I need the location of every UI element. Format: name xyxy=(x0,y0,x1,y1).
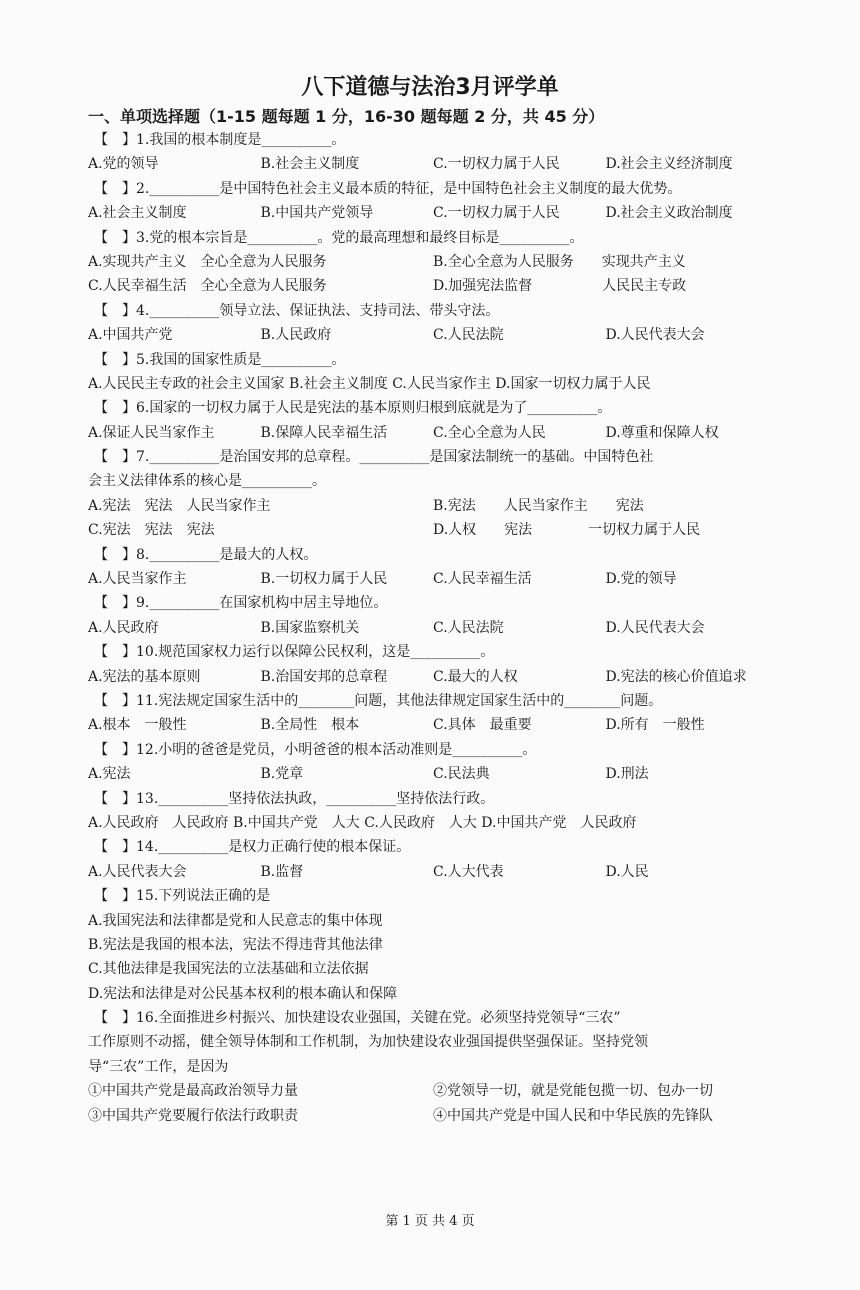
page-footer: 第 1 页 共 4 页 xyxy=(385,1214,475,1229)
option-a: A.人民政府 xyxy=(88,619,159,636)
option-d: D.所有 一般性 xyxy=(605,717,705,734)
question-stem: 【 】1.我国的根本制度是__________。 xyxy=(94,132,346,148)
option-b: B.监督 xyxy=(260,863,304,880)
option-c: C.人民幸福生活 全心全意为人民服务 xyxy=(88,278,327,295)
question-stem-continued: 工作原则不动摇，健全领导体制和工作机制，为加快建设农业强国提供坚强保证。坚持党领 xyxy=(88,1034,648,1051)
question-options xyxy=(88,323,778,347)
option-a: A.人民代表大会 xyxy=(88,863,187,880)
option-d: D.加强宪法监督 人民民主专政 xyxy=(433,278,687,295)
option-c: C.民法典 xyxy=(433,766,490,783)
option-d: D.尊重和保障人权 xyxy=(605,424,719,441)
question-statements xyxy=(88,1104,778,1128)
option-d: D.刑法 xyxy=(605,766,649,783)
question-options xyxy=(88,494,778,518)
option-a: A.社会主义制度 xyxy=(88,205,187,222)
question-options xyxy=(88,860,778,884)
option-c: C.一切权力属于人民 xyxy=(433,205,560,222)
question-stem: 【 】7.__________是治国安邦的总章程。__________是国家法制统一的基础。中国特色社 xyxy=(94,449,654,466)
question-options xyxy=(88,421,778,445)
option-d: D.党的领导 xyxy=(605,571,677,588)
question-options xyxy=(88,713,778,737)
question-options xyxy=(88,762,778,786)
questions xyxy=(88,128,778,1128)
option-a: A.宪法的基本原则 xyxy=(88,668,201,685)
question-stem: 【 】16.全面推进乡村振兴、加快建设农业强国，关键在党。必须坚持党领导“三农” xyxy=(94,1010,621,1027)
option-d: D.人民 xyxy=(605,863,649,880)
option-a: A.我国宪法和法律都是党和人民意志的集中体现 xyxy=(88,912,383,929)
question-stem: 【 】4.__________领导立法、保证执法、支持司法、带头守法。 xyxy=(94,302,500,319)
section-heading: 一、单项选择题（1-15 题每题 1 分，16-30 题每题 2 分，共 45 分） xyxy=(88,107,605,126)
option-c: C.最大的人权 xyxy=(433,668,518,685)
option-c: C.人民幸福生活 xyxy=(433,571,532,588)
option-b: B.宪法 人民当家作主 宪法 xyxy=(433,497,644,514)
statement-1: ①中国共产党是最高政治领导力量 xyxy=(88,1083,298,1100)
option-a: A.党的领导 xyxy=(88,156,159,173)
option-b: B.全心全意为人民服务 实现共产主义 xyxy=(433,253,686,270)
option-a: A.根本 一般性 xyxy=(88,717,187,734)
option-c: C.一切权力属于人民 xyxy=(433,156,560,173)
question-stem: 【 】15.下列说法正确的是 xyxy=(94,888,271,905)
option-b: B.党章 xyxy=(260,766,304,783)
page-title: 八下道德与法治3月评学单 xyxy=(301,75,559,100)
option-b: B.社会主义制度 xyxy=(260,156,360,173)
statement-4: ④中国共产党是中国人民和中华民族的先锋队 xyxy=(433,1107,713,1124)
option-b: B.全局性 根本 xyxy=(260,717,360,734)
question-options xyxy=(88,250,778,274)
option-d: D.宪法的核心价值追求 xyxy=(605,668,747,685)
question-stem-continued: 会主义法律体系的核心是__________。 xyxy=(88,473,326,490)
option-a: A.保证人民当家作主 xyxy=(88,424,215,441)
question-stem: 【 】3.党的根本宗旨是__________。党的最高理想和最终目标是__________。 xyxy=(94,229,584,246)
option-c: C.宪法 宪法 宪法 xyxy=(88,522,215,539)
option-d: D.人权 宪法 一切权力属于人民 xyxy=(433,522,701,539)
option-a: A.中国共产党 xyxy=(88,327,173,344)
question-stem-continued: 导“三农”工作，是因为 xyxy=(88,1058,229,1075)
option-b: B.中国共产党领导 xyxy=(260,205,374,222)
question-options: A.人民民主专政的社会主义国家 B.社会主义制度 C.人民当家作主 D.国家一切权力属于人民 xyxy=(88,375,651,392)
question-stem: 【 】14.__________是权力正确行使的根本保证。 xyxy=(94,839,411,856)
option-b: B.国家监察机关 xyxy=(260,619,360,636)
option-a: A.宪法 宪法 人民当家作主 xyxy=(88,497,271,514)
option-d: D.社会主义政治制度 xyxy=(605,205,733,222)
option-a: A.人民当家作主 xyxy=(88,571,187,588)
question-options xyxy=(88,567,778,591)
question-options xyxy=(88,616,778,640)
question-stem: 【 】9.__________在国家机构中居主导地位。 xyxy=(94,595,388,612)
option-c: C.全心全意为人民 xyxy=(433,424,546,441)
statement-2: ②党领导一切，就是党能包揽一切、包办一切 xyxy=(433,1083,713,1100)
question-stem: 【 】6.国家的一切权力属于人民是宪法的基本原则归根到底就是为了__________。 xyxy=(94,400,612,417)
option-c: C.人民法院 xyxy=(433,327,504,344)
option-b: B.人民政府 xyxy=(260,327,332,344)
option-c: C.具体 最重要 xyxy=(433,717,532,734)
option-b: B.一切权力属于人民 xyxy=(260,571,388,588)
question-options xyxy=(88,518,778,542)
option-b: B.治国安邦的总章程 xyxy=(260,668,388,685)
question-stem: 【 】11.宪法规定国家生活中的________问题，其他法律规定国家生活中的________问题。 xyxy=(94,692,663,709)
option-b: B.保障人民幸福生活 xyxy=(260,424,388,441)
option-b: B.宪法是我国的根本法，宪法不得违背其他法律 xyxy=(88,936,383,953)
question-options xyxy=(88,152,778,176)
question-options xyxy=(88,274,778,298)
question-stem: 【 】5.我国的国家性质是__________。 xyxy=(94,351,346,368)
option-c: C.人民法院 xyxy=(433,619,504,636)
option-a: A.宪法 xyxy=(88,766,131,783)
option-d: D.宪法和法律是对公民基本权利的根本确认和保障 xyxy=(88,985,398,1002)
question-options xyxy=(88,201,778,225)
option-d: D.人民代表大会 xyxy=(605,619,705,636)
question-stem: 【 】10.规范国家权力运行以保障公民权利，这是__________。 xyxy=(94,644,495,661)
question-statements xyxy=(88,1079,778,1103)
option-d: D.社会主义经济制度 xyxy=(605,156,733,173)
option-c: C.其他法律是我国宪法的立法基础和立法依据 xyxy=(88,961,369,978)
statement-3: ③中国共产党要履行依法行政职责 xyxy=(88,1107,298,1124)
question-options: A.人民政府 人民政府 B.中国共产党 人大 C.人民政府 人大 D.中国共产党 人民政府 xyxy=(88,814,637,831)
question-options xyxy=(88,665,778,689)
question-stem: 【 】8.__________是最大的人权。 xyxy=(94,546,318,563)
option-d: D.人民代表大会 xyxy=(605,327,705,344)
question-stem: 【 】12.小明的爸爸是党员，小明爸爸的根本活动准则是__________。 xyxy=(94,741,537,758)
question-stem: 【 】13.__________坚持依法执政，__________坚持依法行政。 xyxy=(94,790,495,807)
option-c: C.人大代表 xyxy=(433,863,504,880)
option-a: A.实现共产主义 全心全意为人民服务 xyxy=(88,253,327,270)
question-stem: 【 】2.__________是中国特色社会主义最本质的特征，是中国特色社会主义制度的最大优势。 xyxy=(94,180,682,197)
